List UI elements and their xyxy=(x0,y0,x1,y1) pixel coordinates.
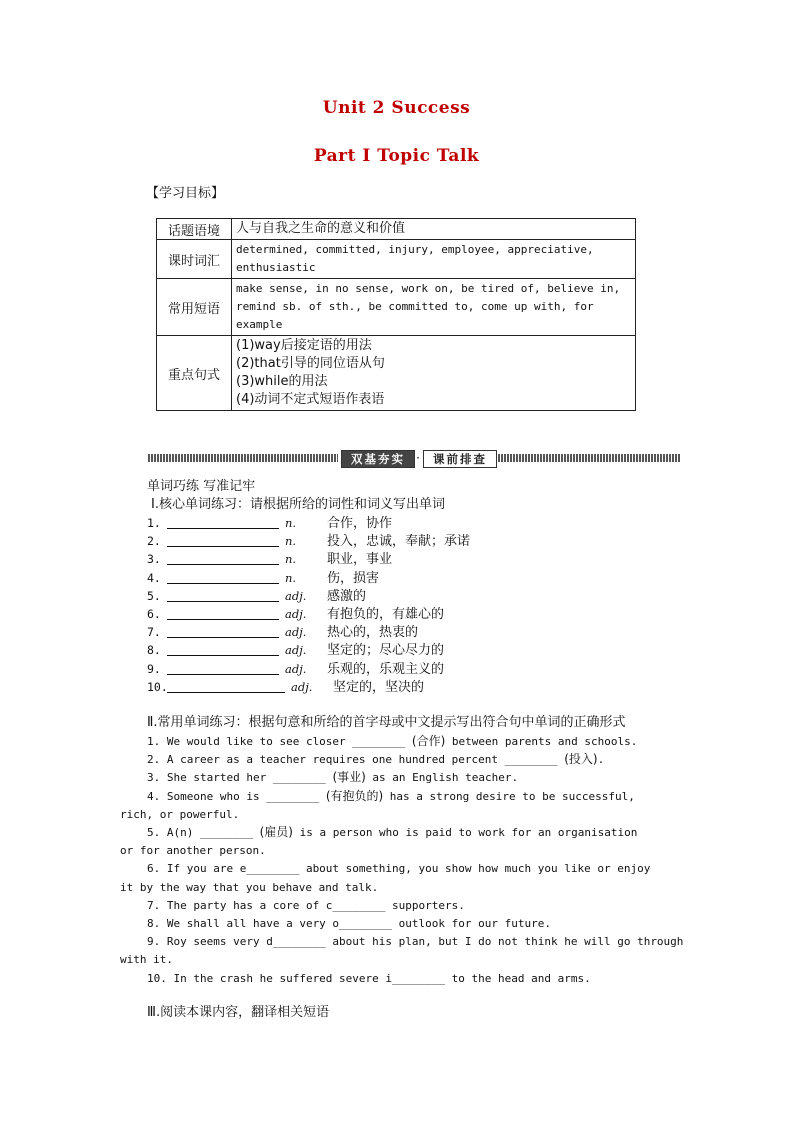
exercise-line xyxy=(120,878,378,897)
line-text-end: as an English teacher. xyxy=(365,771,519,785)
banner-stripe xyxy=(148,454,338,462)
meaning: 感激的 xyxy=(327,588,367,604)
item-number: 2. xyxy=(147,534,161,549)
goals-value: 人与自我之生命的意义和价值 xyxy=(232,219,636,240)
exercise-line xyxy=(147,859,650,878)
unit-title: Unit 2 Success xyxy=(322,98,471,118)
section-banner xyxy=(148,450,680,466)
exercise-line xyxy=(147,896,465,915)
answer-blank[interactable] xyxy=(167,589,279,602)
item-number: 8. xyxy=(147,643,161,658)
exercise-line xyxy=(120,841,266,860)
line-text: 9. Roy seems very d________ about his plan, but I do not think he will go through xyxy=(147,935,684,949)
goals-value xyxy=(232,336,636,411)
part-of-speech: n. xyxy=(285,516,297,530)
sentence-pattern: (2)that引导的同位语从句 xyxy=(236,356,385,371)
meaning: 坚定的，坚决的 xyxy=(333,679,425,695)
answer-blank[interactable] xyxy=(167,516,279,529)
goals-row xyxy=(157,240,636,279)
list-item xyxy=(147,623,418,642)
item-number: 5. xyxy=(147,588,161,603)
line-text-end: is a person who is paid to work for an organisation xyxy=(292,826,638,839)
line-text: 8. We shall all have a very o________ outlook for our future. xyxy=(147,917,551,930)
list-item xyxy=(147,532,470,551)
list-item xyxy=(147,587,366,606)
meaning: 合作，协作 xyxy=(327,516,393,531)
meaning: 有抱负的，有雄心的 xyxy=(327,607,445,622)
answer-blank[interactable] xyxy=(167,625,279,638)
list-item xyxy=(147,660,444,679)
list-item xyxy=(147,550,392,569)
part3-heading: Ⅲ.阅读本课内容，翻译相关短语 xyxy=(147,1005,330,1020)
meaning: 乐观的，乐观主义的 xyxy=(327,661,445,677)
part1-heading: Ⅰ.核心单词练习：请根据所给的词性和词义写出单词 xyxy=(151,497,445,512)
hint: (有抱负的) xyxy=(325,788,384,803)
goals-row xyxy=(157,279,636,336)
part-of-speech: n. xyxy=(285,570,297,585)
line-text: 2. A career as a teacher requires one hundred percent ________ xyxy=(147,753,565,767)
exercise-line xyxy=(147,732,637,751)
exercise-line xyxy=(147,932,683,951)
line-text: 1. We would like to see closer ________ xyxy=(147,735,412,748)
goals-heading: 【学习目标】 xyxy=(146,186,225,201)
line-text: 10. In the crash he suffered severe i________ to the head and arms. xyxy=(147,971,591,985)
banner-left: 双基夯实 xyxy=(341,450,415,468)
hint: (事业) xyxy=(332,770,366,785)
line-text: 6. If you are e________ about something, you show how much you like or enjoy xyxy=(147,862,651,876)
section-heading: 单词巧练 写准记牢 xyxy=(147,479,256,494)
item-number: 9. xyxy=(147,661,161,676)
exercise-line xyxy=(147,768,518,787)
answer-blank[interactable] xyxy=(167,571,279,584)
line-text-end: between parents and schools. xyxy=(445,735,638,748)
line-text-end: . xyxy=(597,753,605,767)
goals-value: make sense, in no sense, work on, be tired of, believe in, remind sb. of sth., be committed to, come up with, for example xyxy=(232,279,636,336)
line-text: 7. The party has a core of c________ supporters. xyxy=(147,898,465,912)
list-item xyxy=(147,605,444,624)
line-text: it by the way that you behave and talk. xyxy=(120,880,379,894)
answer-blank[interactable] xyxy=(167,680,285,693)
hint: (投入) xyxy=(564,752,598,767)
item-number: 3. xyxy=(147,552,161,567)
meaning: 投入，忠诚，奉献；承诺 xyxy=(327,534,471,550)
exercise-line xyxy=(120,950,173,969)
banner-right: 课前排查 xyxy=(423,450,497,468)
exercise-line xyxy=(120,805,239,824)
item-number: 7. xyxy=(147,625,161,640)
meaning: 伤，损害 xyxy=(327,570,380,586)
goals-row xyxy=(157,336,636,411)
goals-value: determined, committed, injury, employee, appreciative, enthusiastic xyxy=(232,240,636,279)
goals-row xyxy=(157,219,636,240)
meaning: 热心的，热衷的 xyxy=(327,625,419,641)
answer-blank[interactable] xyxy=(167,552,279,565)
answer-blank[interactable] xyxy=(167,662,279,675)
exercise-line xyxy=(147,787,635,806)
part-of-speech: adj. xyxy=(291,679,313,694)
hint: (雇员) xyxy=(259,825,293,839)
part-of-speech: adj. xyxy=(285,625,307,640)
sentence-pattern: (4)动词不定式短语作表语 xyxy=(236,392,385,407)
exercise-line xyxy=(147,750,604,769)
exercise-line xyxy=(147,914,551,933)
goals-table xyxy=(156,218,636,411)
part-of-speech: n. xyxy=(285,534,297,549)
part2-heading: Ⅱ.常用单词练习：根据句意和所给的首字母或中文提示写出符合句中单词的正确形式 xyxy=(147,715,626,730)
answer-blank[interactable] xyxy=(167,643,279,656)
hint: (合作) xyxy=(411,734,446,748)
list-item xyxy=(147,514,392,533)
goals-label: 课时词汇 xyxy=(157,240,232,279)
goals-label: 话题语境 xyxy=(157,219,232,240)
meaning: 坚定的；尽心尽力的 xyxy=(327,643,445,659)
answer-blank[interactable] xyxy=(167,607,279,620)
line-text: 4. Someone who is ________ xyxy=(147,789,326,803)
part-title: Part Ⅰ Topic Talk xyxy=(313,146,480,166)
part-of-speech: adj. xyxy=(285,607,307,621)
exercise-line xyxy=(147,969,591,988)
line-text: rich, or powerful. xyxy=(120,807,240,821)
line-text: 5. A(n) ________ xyxy=(147,826,260,839)
item-number: 10. xyxy=(147,679,168,694)
banner-stripe xyxy=(498,454,680,462)
line-text: 3. She started her ________ xyxy=(147,771,333,785)
goals-label: 重点句式 xyxy=(157,336,232,411)
line-text: with it. xyxy=(120,953,173,967)
part-of-speech: adj. xyxy=(285,661,307,676)
list-item xyxy=(147,569,379,588)
part-of-speech: n. xyxy=(285,552,297,567)
banner-separator: · xyxy=(416,451,420,465)
part-of-speech: adj. xyxy=(285,643,307,658)
goals-label: 常用短语 xyxy=(157,279,232,336)
line-text: or for another person. xyxy=(120,844,266,858)
item-number: 4. xyxy=(147,570,161,585)
answer-blank[interactable] xyxy=(167,534,279,547)
sentence-pattern: (3)while的用法 xyxy=(236,374,328,389)
meaning: 职业，事业 xyxy=(327,552,393,568)
exercise-line xyxy=(147,823,637,842)
item-number: 6. xyxy=(147,607,161,621)
part-of-speech: adj. xyxy=(285,588,307,603)
list-item xyxy=(147,678,424,697)
list-item xyxy=(147,641,444,660)
line-text-end: has a strong desire to be successful, xyxy=(383,789,635,803)
item-number: 1. xyxy=(147,516,161,530)
sentence-pattern: (1)way后接定语的用法 xyxy=(236,338,372,353)
